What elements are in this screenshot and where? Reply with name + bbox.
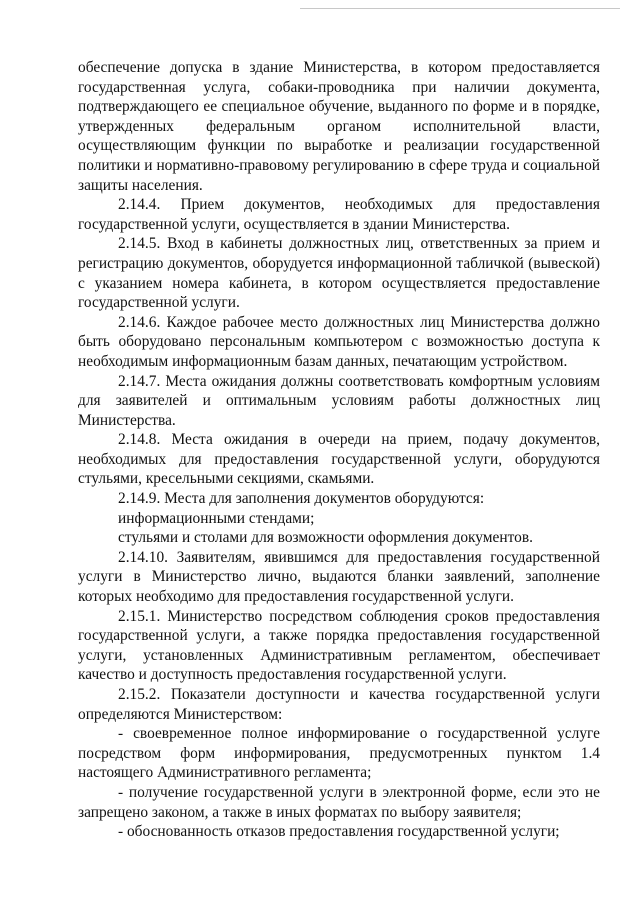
list-item-chairs-tables: стульями и столами для возможности оформления документов.	[118, 529, 533, 547]
paragraph-2-14-5: 2.14.5. Вход в кабинеты должностных лиц, ответственных за прием и регистрацию документов, оборудуется информационной табличкой (вывеской) с указанием номера кабинета, в котором осуществляется предоставление государственной услуги.	[78, 235, 600, 312]
document-body	[78, 58, 600, 842]
paragraph-2-15-2: 2.15.2. Показатели доступности и качества государственной услуги определяются Министерством:	[78, 686, 600, 723]
paragraph-2-15-1: 2.15.1. Министерство посредством соблюдения сроков предоставления государственной услуги, а также порядка предоставления государственной услуги, установленных Административным регламентом, обеспечивает качество и доступность предоставления государственной услуги.	[78, 607, 600, 684]
paragraph-2-14-4: 2.14.4. Прием документов, необходимых для предоставления государственной услуги, осуществляется в здании Министерства.	[78, 196, 600, 233]
paragraph-2-14-7: 2.14.7. Места ожидания должны соответствовать комфортным условиям для заявителей и оптимальным условиям работы должностных лиц Министерства.	[78, 372, 600, 429]
paragraph-guide-dog-access: обеспечение допуска в здание Министерства, в котором предоставляется государственная услуга, собаки-проводника при наличии документа, подтверждающего ее специальное обучение, выданного по форме и в порядке, утвержденных федеральным органом исполнительной власти, осуществляющим функции по выработке и реализации государственной политики и нормативно-правовому регулированию в сфере труда и социальной защиты населения.	[78, 59, 600, 194]
list-item-timely-informing: - своевременное полное информирование о государственной услуге посредством форм информирования, предусмотренных пунктом 1.4 настоящего Административного регламента;	[78, 725, 600, 782]
paragraph-2-14-8: 2.14.8. Места ожидания в очереди на прием, подачу документов, необходимых для предоставления государственной услуги, оборудуются стульями, кресельными секциями, скамьями.	[78, 431, 600, 488]
paragraph-2-14-10: 2.14.10. Заявителям, явившимся для предоставления государственной услуги в Министерство лично, выдаются бланки заявлений, заполнение которых необходимо для предоставления государственной услуги.	[78, 548, 600, 606]
list-item-refusal-validity: - обоснованность отказов предоставления государственной услуги;	[118, 823, 560, 841]
list-item-info-stands: информационными стендами;	[118, 509, 315, 527]
paragraph-2-14-9: 2.14.9. Места для заполнения документов оборудуются:	[118, 490, 485, 508]
top-border-line	[300, 8, 620, 9]
list-item-electronic-form: - получение государственной услуги в электронной форме, если это не запрещено законом, а также в иных форматах по выбору заявителя;	[78, 783, 600, 821]
paragraph-2-14-6: 2.14.6. Каждое рабочее место должностных лиц Министерства должно быть оборудовано персональным компьютером с возможностью доступа к необходимым информационным базам данных, печатающим устройством.	[78, 313, 600, 370]
